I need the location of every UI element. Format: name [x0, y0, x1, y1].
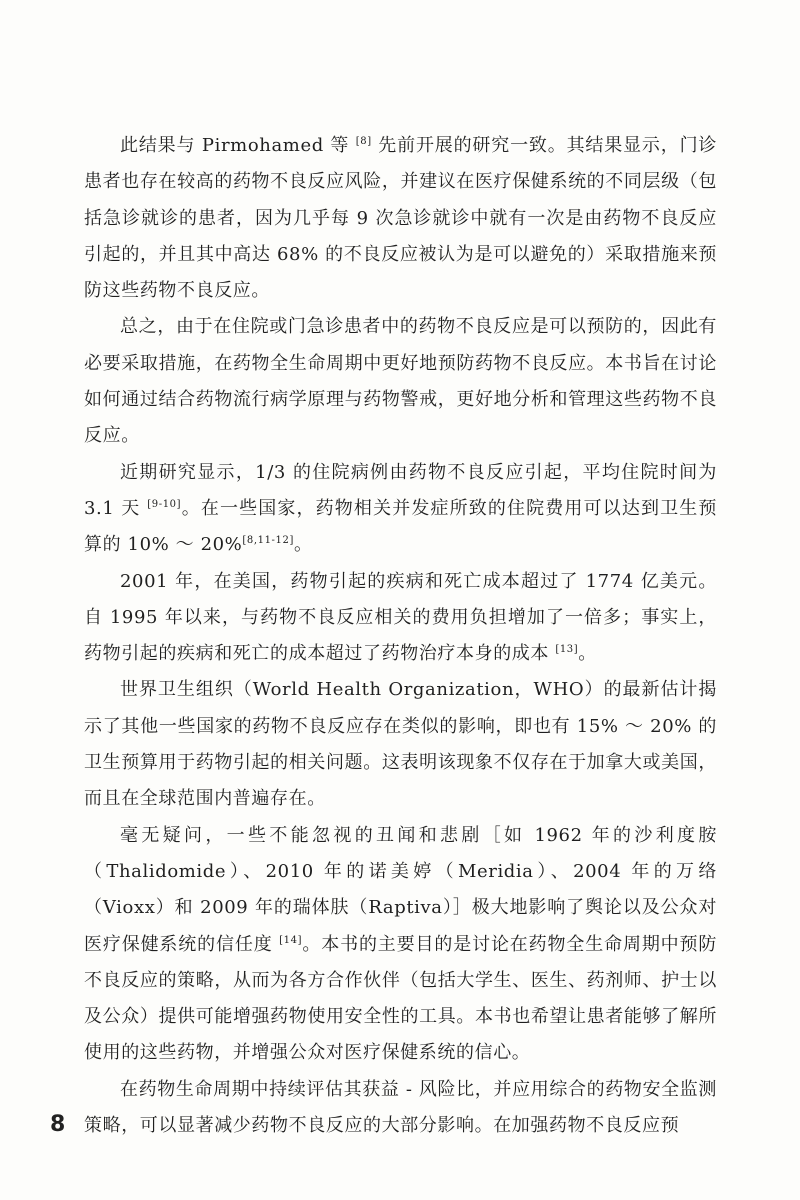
citation-reference: [14] — [279, 934, 303, 946]
paragraph-text: 先前开展的研究一致。其结果显示，门诊患者也存在较高的药物不良反应风险，并建议在医疗保健系统的不同层级（包括急诊就诊的患者，因为几乎每 9 次急诊就诊中就有一次是由药物不良反应引起的，并且其中高达 68% 的不良反应被认为是可以避免的）采取措施来预防这些药物不良反应。 — [84, 135, 717, 302]
citation-reference: [8,11-12] — [242, 535, 294, 547]
citation-reference: [13] — [555, 644, 579, 656]
paragraph — [84, 672, 717, 817]
paragraph — [84, 309, 717, 454]
paragraph — [84, 564, 717, 673]
paragraph-text: 毫无疑问，一些不能忽视的丑闻和悲剧［如 1962 年的沙利度胺（Thalidomide）、2010 年的诺美婷（Meridia）、2004 年的万络（Vioxx）和 2009 年的瑞体肤（Raptiva）］极大地影响了舆论以及公众对医疗保健系统的信任度 — [84, 824, 717, 955]
paragraph-text: 。在一些国家，药物相关并发症所致的住院费用可以达到卫生预算的 10% ～ 20% — [84, 497, 717, 556]
paragraph-text: 世界卫生组织（World Health Organization，WHO）的最新估计揭示了其他一些国家的药物不良反应存在类似的影响，即也有 15% ～ 20% 的卫生预算用于药物引起的相关问题。这表明该现象不仅存在于加拿大或美国，而且在全球范围内普遍存在。 — [84, 679, 717, 810]
body-text — [84, 128, 717, 1144]
page-number: 8 — [50, 1112, 66, 1137]
paragraph-text: 。 — [578, 643, 597, 665]
paragraph-text: 。本书的主要目的是讨论在药物全生命周期中预防不良反应的策略，从而为各方合作伙伴（包括大学生、医生、药剂师、护士以及公众）提供可能增强药物使用安全性的工具。本书也希望让患者能够了解所使用的这些药物，并增强公众对医疗保健系统的信心。 — [84, 933, 717, 1064]
paragraph-text: 近期研究显示，1/3 的住院病例由药物不良反应引起，平均住院时间为 3.1 天 — [84, 461, 717, 519]
paragraph-text: 总之，由于在住院或门急诊患者中的药物不良反应是可以预防的，因此有必要采取措施，在药物全生命周期中更好地预防药物不良反应。本书旨在讨论如何通过结合药物流行病学原理与药物警戒，更好地分析和管理这些药物不良反应。 — [84, 316, 717, 447]
paragraph — [84, 1072, 717, 1145]
paragraph-text: 。 — [293, 534, 313, 556]
citation-reference: [8] — [355, 136, 372, 147]
paragraph-text: 在药物生命周期中持续评估其获益 - 风险比，并应用综合的药物安全监测策略，可以显著减少药物不良反应的大部分影响。在加强药物不良反应预 — [84, 1078, 717, 1137]
paragraph — [84, 455, 717, 564]
paragraph-text: 2001 年，在美国，药物引起的疾病和死亡成本超过了 1774 亿美元。自 1995 年以来，与药物不良反应相关的费用负担增加了一倍多；事实上，药物引起的疾病和死亡的成本超过了药物治疗本身的成本 — [84, 570, 717, 665]
paragraph — [84, 128, 717, 309]
paragraph — [84, 818, 717, 1072]
citation-reference: [9-10] — [147, 498, 182, 510]
paragraph-text: 此结果与 Pirmohamed 等 — [120, 135, 356, 156]
